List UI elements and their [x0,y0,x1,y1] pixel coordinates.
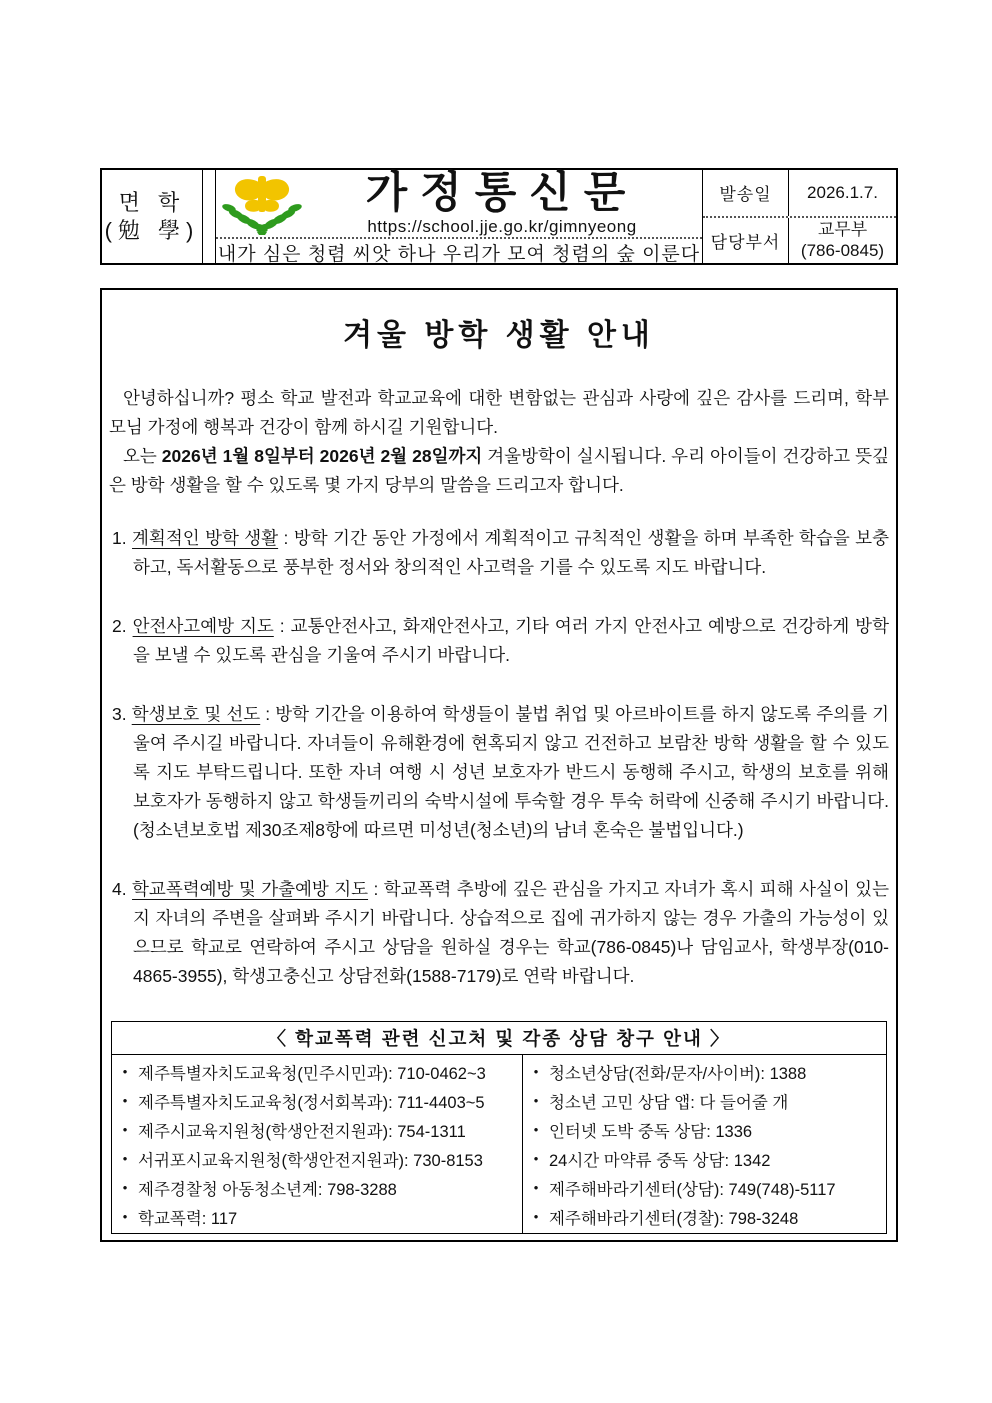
bullet-icon: • [533,1093,539,1108]
motto-korean: 면 학 [118,189,186,215]
guidance-item-1 [109,524,889,582]
header-divider-cell [203,170,216,263]
item-4-body: 학교폭력 추방에 깊은 관심을 가지고 자녀가 혹시 피해 사실이 있는지 자녀의 주변을 살펴봐 주시기 바랍니다. 상습적으로 집에 귀가하지 않는 경우 가출의 가능성이 있으므로 학교로 연락하여 주시고 상담을 원하실 경우는 학교(786-0845)나 담임교사, 학생부장(010-4865-3955), 학생고충신고 상담전화(1588-7179)로 연락 바랍니다. [133,879,890,986]
bullet-icon: • [533,1180,539,1195]
contact-entry: 제주시교육지원청(학생안전지원과): 754-1311 [138,1122,466,1141]
contact-column-left [112,1055,523,1233]
contact-row [523,1173,886,1202]
department-label: 담당부서 [703,218,789,264]
contact-row [112,1057,522,1086]
header-title-block [308,170,702,237]
header-meta-cell [703,170,896,263]
item-4-heading: 학교폭력예방 및 가출예방 지도 [132,879,369,899]
guidance-items [109,524,889,991]
contact-row [523,1202,886,1231]
contact-entry: 청소년 고민 상담 앱: 다 들어줄 개 [548,1093,789,1112]
bullet-icon: • [533,1122,539,1137]
item-4-number: 4. [112,879,127,899]
notice-body-box [100,288,898,1242]
bullet-icon: • [122,1151,128,1166]
bullet-icon: • [122,1122,128,1137]
guidance-item-4 [109,875,889,991]
contact-row [112,1202,522,1231]
item-2-separator: : [273,616,291,636]
contact-column-right [523,1055,886,1233]
header-title-row [216,170,702,237]
contact-entry: 제주특별자치도교육청(정서회복과): 711-4403~5 [138,1093,485,1112]
item-1-body: 방학 기간 동안 가정에서 계획적이고 규칙적인 생활을 하며 부족한 학습을 보충하고, 독서활동으로 풍부한 정서와 창의적인 사고력을 기를 수 있도록 지도 바랍니다. [133,528,889,577]
send-date-label: 발송일 [703,170,789,216]
guidance-item-3 [109,700,889,845]
contact-entry: 인터넷 도박 중독 상담: 1336 [548,1122,753,1141]
contact-entry: 24시간 마약류 중독 상담: 1342 [548,1151,771,1170]
vacation-period: 2026년 1월 8일부터 2026년 2월 28일까지 [161,446,483,466]
contact-row [523,1086,886,1115]
school-emblem-icon [216,172,308,236]
department-row [703,218,896,264]
send-date-row [703,170,896,218]
intro-paragraph-2 [109,442,889,500]
bullet-icon: • [122,1093,128,1108]
contact-entry: 제주해바라기센터(경찰): 798-3248 [548,1209,799,1228]
item-2-body: 교통안전사고, 화재안전사고, 기타 여러 가지 안전사고 예방으로 건강하게 방학을 보낼 수 있도록 관심을 기울여 주시기 바랍니다. [133,616,889,665]
contact-row [112,1086,522,1115]
intro-section [109,384,889,500]
contact-entry: 제주경찰청 아동청소년계: 798-3288 [138,1180,397,1199]
contact-row [523,1115,886,1144]
contact-table [111,1021,887,1234]
guidance-item-2 [109,612,889,670]
item-2-heading: 안전사고예방 지도 [132,616,274,636]
bullet-icon: • [533,1064,539,1079]
intro-p2-text: 오는 [123,446,162,466]
bullet-icon: • [122,1064,128,1079]
item-3-body: 방학 기간을 이용하여 학생들이 불법 취업 및 아르바이트를 하지 않도록 주의를 기울여 주시길 바랍니다. 자녀들이 유해환경에 현혹되지 않고 건전하고 보람찬 방학 생활을 할 수 있도록 지도 부탁드립니다. 또한 자녀 여행 시 성년 보호자가 반드시 동행해 주시고, 학생의 보호를 위해 보호자가 동행하지 않고 학생들끼리의 숙박시설에 투숙할 경우 투숙 허락에 신중해 주시기 바랍니다.(청소년보호법 제30조제8항에 따르면 미성년(청소년)의 남녀 혼숙은 불법입니다.) [133,704,889,840]
contact-entry: 제주해바라기센터(상담): 749(748)-5117 [548,1180,836,1199]
header-main-cell [216,170,703,263]
contact-table-body [112,1055,886,1233]
item-1-number: 1. [112,528,127,548]
bullet-icon: • [122,1180,128,1195]
integrity-slogan: 내가 심은 청렴 씨앗 하나 우리가 모여 청렴의 숲 이룬다 [216,237,702,265]
motto-hanja: (勉 學) [104,217,200,243]
department-value [789,218,896,264]
item-1-heading: 계획적인 방학 생활 [132,528,279,548]
department-name: 교무부 [817,220,868,240]
item-4-separator: : [368,879,384,899]
send-date-value: 2026.1.7. [807,183,878,203]
contact-entry: 서귀포시교육지원청(학생안전지원과): 730-8153 [138,1151,483,1170]
bullet-icon: • [533,1209,539,1224]
item-3-heading: 학생보호 및 선도 [131,704,261,724]
notice-title: 겨울 방학 생활 안내 [343,319,655,352]
school-motto [102,170,203,263]
newsletter-title: 가정통신문 [365,169,639,217]
bullet-icon: • [122,1209,128,1224]
item-2-number: 2. [112,616,127,636]
item-3-separator: : [260,704,276,724]
contact-row [112,1144,522,1173]
intro-p2-text-cont: 겨울방학이 실시됩니다. 우리 아이들이 건강하고 뜻깊은 방학 생활을 할 수 있도록 몇 가지 당부의 말씀을 드리고자 합니다. [109,446,889,495]
contact-entry: 청소년상담(전화/문자/사이버): 1388 [548,1064,807,1083]
item-1-separator: : [278,528,294,548]
contact-row [112,1173,522,1202]
newsletter-page [100,168,898,1242]
bullet-icon: • [533,1151,539,1166]
school-url: https://school.jje.go.kr/gimnyeong [367,217,637,236]
contact-row [523,1057,886,1086]
contact-row [523,1144,886,1173]
contact-table-title: 〈 학교폭력 관련 신고처 및 각종 상담 창구 안내 〉 [112,1022,886,1055]
contact-entry: 제주특별자치도교육청(민주시민과): 710-0462~3 [138,1064,486,1083]
department-phone: (786-0845) [800,241,885,261]
header-banner [100,168,898,265]
intro-paragraph-1: 안녕하십니까? 평소 학교 발전과 학교교육에 대한 변함없는 관심과 사랑에 깊은 감사를 드리며, 학부모님 가정에 행복과 건강이 함께 하시길 기원합니다. [109,388,889,437]
item-3-number: 3. [112,704,127,724]
contact-entry: 학교폭력: 117 [138,1209,238,1228]
contact-row [112,1115,522,1144]
